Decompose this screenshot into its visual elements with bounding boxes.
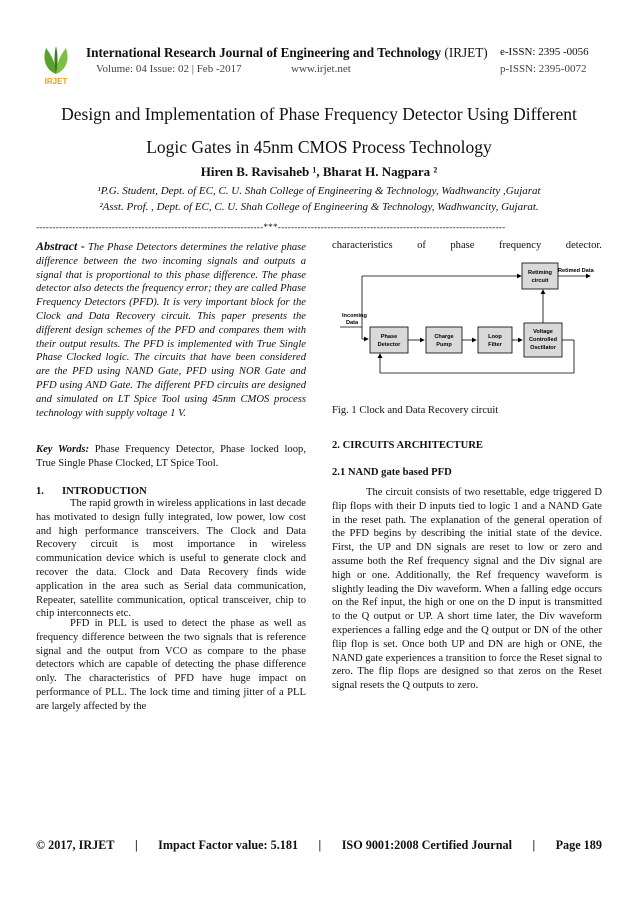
pissn: p-ISSN: 2395-0072 <box>500 63 587 75</box>
paper-title-line2: Logic Gates in 45nm CMOS Process Technology <box>146 137 492 157</box>
volume-issue: Volume: 04 Issue: 02 | Feb -2017 <box>96 63 242 75</box>
charge-pump-block <box>426 327 462 353</box>
charge-pump-label-2: Pump <box>436 342 452 348</box>
intro-paragraph-2: PFD in PLL is used to detect the phase as well as frequency difference between the two signals that is reference signal and the output from VCO as compare to the phase detectors which are capable of detecting the phase difference only. The characteristics of PFD have huge impact on performance of PLL. The lock time and timing jitter of a PLL are largely affected by the <box>36 618 306 712</box>
keywords-text: Phase Frequency Detector, Phase locked loop, True Single Phase Clocked, LT Spice Tool. <box>36 444 306 469</box>
logo-text: IRJET <box>44 77 68 86</box>
page-footer <box>36 838 602 853</box>
vco-label-3: Oscillator <box>530 345 556 351</box>
journal-title <box>86 45 488 61</box>
affiliation-2: ²Asst. Prof. , Dept. of EC, C. U. Shah College of Engineering & Technology, Wadhwancity, Gujarat. <box>99 201 539 213</box>
word: characteristics <box>332 240 393 251</box>
loop-filter-label-2: Filter <box>488 342 502 348</box>
loop-filter-label-1: Loop <box>488 334 502 340</box>
incoming-data-label-2: Data <box>346 320 359 326</box>
irjet-leaf-icon <box>36 44 76 86</box>
retimed-data-label: Retimed Data <box>558 268 594 274</box>
continuation-line <box>332 240 602 251</box>
section-2-heading: 2. CIRCUITS ARCHITECTURE <box>332 440 483 451</box>
retiming-label-2: circuit <box>531 278 549 284</box>
authors: Hiren B. Ravisaheb ¹, Bharat H. Nagpara ² <box>200 164 438 179</box>
journal-name: International Research Journal of Engineering and Technology <box>86 45 442 60</box>
footer-separator: | <box>318 838 322 852</box>
word: detector. <box>565 240 602 251</box>
eissn: e-ISSN: 2395 -0056 <box>500 46 589 58</box>
intro-number: 1. <box>36 486 44 497</box>
abstract <box>36 240 306 420</box>
journal-logo <box>36 44 76 86</box>
footer-separator: | <box>135 838 138 852</box>
phase-detector-block <box>370 327 408 353</box>
keywords-label: Key Words: <box>36 444 90 455</box>
incoming-data-label-1: Incoming <box>342 313 367 319</box>
journal-abbr: (IRJET) <box>444 45 488 60</box>
loop-filter-block <box>478 327 512 353</box>
phase-detector-label-1: Phase <box>380 334 398 340</box>
page-number: Page 189 <box>555 838 602 852</box>
keywords <box>36 443 306 471</box>
word: frequency <box>498 240 542 251</box>
vco-label-1: Voltage <box>533 329 553 335</box>
website-link[interactable]: www.irjet.net <box>291 63 351 75</box>
iso-certification: ISO 9001:2008 Certified Journal <box>341 838 512 852</box>
word: phase <box>450 240 475 251</box>
footer-separator: | <box>532 838 536 852</box>
vco-label-2: Controlled <box>529 337 557 343</box>
abstract-text: The Phase Detectors determines the relative phase difference between the two incoming signals and outputs a signal that is proportional to this phase difference. The phase detector also detects the frequency error; they are called Phase Frequency Detectors (PFD). It is very important block for the Clock and Data Recovery circuit. This paper presents the different design schemes of the PFD and compares them with their output results. The PFD is implemented with True Single Phase Clocked logic. The circuits that have been considered are the PFD using NAND Gate, PFD using NOR Gate and PFD using AND Gate. The different PFD circuits are designed and simulated on LT Spice Tool using 45nm CMOS process technology with supply voltage 1 V. <box>36 242 306 419</box>
copyright: © 2017, IRJET <box>36 838 115 852</box>
affiliation-1: ¹P.G. Student, Dept. of EC, C. U. Shah College of Engineering & Technology, Wadhwancity ,Gujarat <box>97 185 541 197</box>
intro-paragraph-1: The rapid growth in wireless applications in last decade has motivated to design fully integrated, low power, low cost and high performance transceivers. The Clock and Data Recovery circuit is most importance in wireless communication device which is useful to generate clock and recover the data. Clock and Data Recovery finds wide application in the area such as Serial data communication, Repeater, satellite communication, optical transceiver, chip to chip interconnects etc. <box>36 498 306 620</box>
abstract-label: Abstract - <box>36 239 85 253</box>
impact-factor: Impact Factor value: 5.181 <box>158 838 299 852</box>
retiming-circuit-block <box>522 263 558 289</box>
intro-title: INTRODUCTION <box>62 486 147 497</box>
charge-pump-label-1: Charge <box>434 334 454 340</box>
cdr-block-diagram <box>332 257 602 397</box>
section-2-1-paragraph: The circuit consists of two resettable, edge triggered D flip flops with their D inputs tied to logic 1 and a NAND Gate in the reset path. The explanation of the general operation of the PFD begins by describing the initial state of the device. First, the UP and DN signals are reset to low or zero and assume both the Ref frequency signal and the Div signal are high or one. Additionally, the Ref frequency waveform is slightly leading the Div waveform. When a falling edge occurs on the Ref input, the high or one on the D input is transmitted to the Q output or UP. A short time later, the Div waveform experiences a falling edge and the Q output or DN of the other flip flop is set. Once both UP and DN are high or ONE, the NAND gate experiences a transition to force the Reset signal to zero. The flip flops are designed so that zeros on the Reset signal resets the Q outputs to zero. <box>332 487 602 692</box>
section-separator: ---------------------------------------------------------------------***--------------------------------------------------------------------- <box>36 222 506 232</box>
figure-caption: Fig. 1 Clock and Data Recovery circuit <box>332 405 499 416</box>
paper-title-line1: Design and Implementation of Phase Frequency Detector Using Different <box>61 104 577 124</box>
phase-detector-label-2: Detector <box>377 342 401 348</box>
section-2-1-heading: 2.1 NAND gate based PFD <box>332 467 452 478</box>
word: of <box>417 240 426 251</box>
retiming-label-1: Retiming <box>528 270 552 276</box>
